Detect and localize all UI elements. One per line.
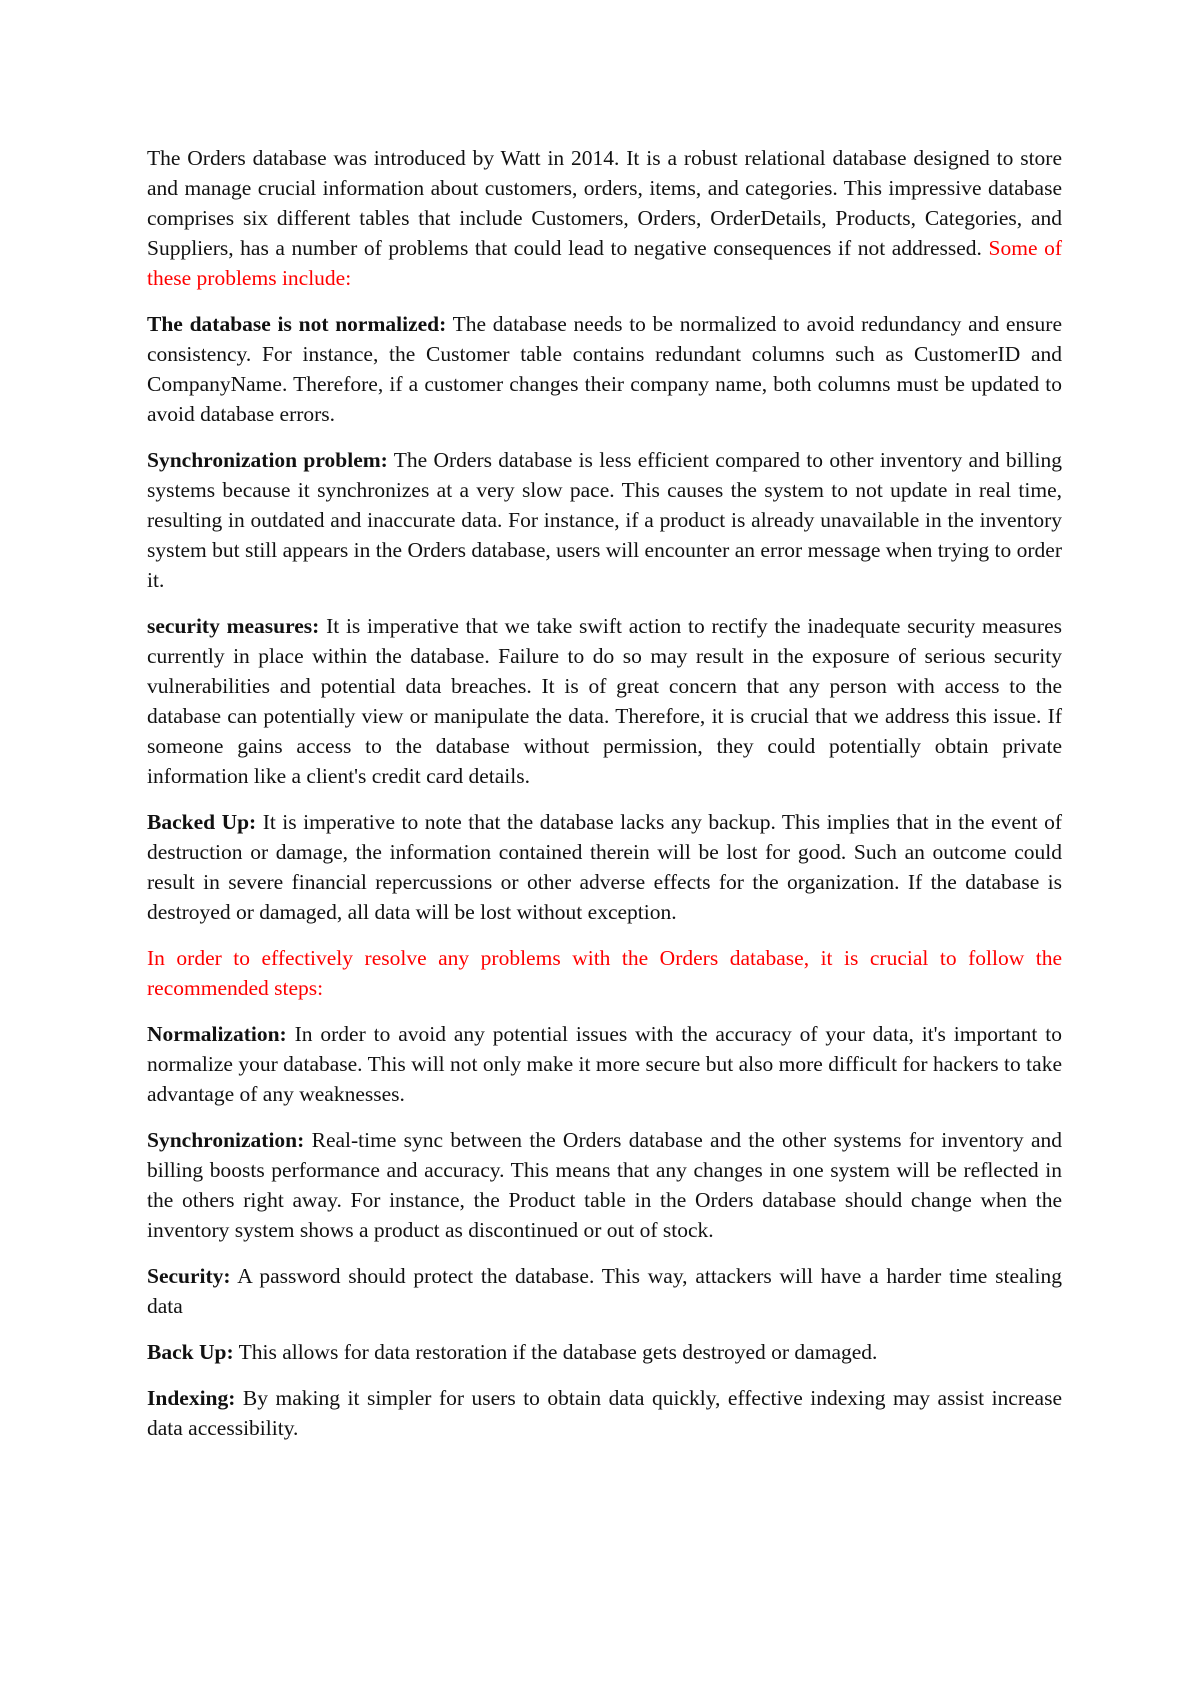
step-paragraph-security — [147, 1261, 1062, 1321]
step-text: Real-time sync between the Orders database and the other systems for inventory and billing boosts performance and accuracy. This means that any changes in one system will be reflected in the others right away. For instance, the Product table in the Orders database should change when the inventory system shows a product as discontinued or out of stock. — [147, 1128, 1062, 1242]
step-label: Synchronization: — [147, 1128, 305, 1152]
intro-highlight: Some of these problems include: — [147, 236, 1063, 290]
problem-text: The database needs to be normalized to avoid redundancy and ensure consistency. For instance, the Customer table contains redundant columns such as CustomerID and CompanyName. Therefore, if a customer changes their company name, both columns must be updated to avoid database errors. — [147, 312, 1062, 426]
step-text: A password should protect the database. This way, attackers will have a harder time stealing data — [147, 1264, 1062, 1318]
intro-paragraph — [147, 143, 1062, 293]
problem-text: It is imperative to note that the database lacks any backup. This implies that in the event of destruction or damage, the information contained therein will be lost for good. Such an outcome could result in severe financial repercussions or other adverse effects for the organization. If the database is destroyed or damaged, all data will be lost without exception. — [147, 810, 1062, 924]
problem-label: security measures: — [147, 614, 320, 638]
step-text: In order to avoid any potential issues with the accuracy of your data, it's important to normalize your database. This will not only make it more secure but also more difficult for hackers to take advantage of any weaknesses. — [147, 1022, 1062, 1106]
problem-label: The database is not normalized: — [147, 312, 447, 336]
step-label: Security: — [147, 1264, 231, 1288]
step-paragraph-normalization — [147, 1019, 1062, 1109]
step-paragraph-indexing — [147, 1383, 1062, 1443]
problem-paragraph-backup — [147, 807, 1062, 927]
step-text: This allows for data restoration if the database gets destroyed or damaged. — [233, 1340, 878, 1364]
step-label: Indexing: — [147, 1386, 236, 1410]
problem-paragraph-synchronization — [147, 445, 1062, 595]
problem-label: Backed Up: — [147, 810, 257, 834]
step-label: Back Up: — [147, 1340, 234, 1364]
problem-label: Synchronization problem: — [147, 448, 388, 472]
intro-text: The Orders database was introduced by Watt in 2014. It is a robust relational database designed to store and manage crucial information about customers, orders, items, and categories. This impressive database comprises six different tables that include Customers, Orders, OrderDetails, Products, Categories, and Suppliers, has a number of problems that could lead to negative consequences if not addressed. — [147, 146, 1062, 260]
steps-intro-paragraph: In order to effectively resolve any problems with the Orders database, it is crucial to follow the recommended steps: — [147, 946, 1062, 1000]
problem-paragraph-security — [147, 611, 1062, 791]
problem-paragraph-normalization — [147, 309, 1062, 429]
step-text: By making it simpler for users to obtain data quickly, effective indexing may assist increase data accessibility. — [147, 1386, 1062, 1440]
problem-text: It is imperative that we take swift action to rectify the inadequate security measures currently in place within the database. Failure to do so may result in the exposure of serious security vulnerabilities and potential data breaches. It is of great concern that any person with access to the database can potentially view or manipulate the data. Therefore, it is crucial that we address this issue. If someone gains access to the database without permission, they could potentially obtain private information like a client's credit card details. — [147, 614, 1062, 788]
document-body — [147, 143, 1062, 1459]
step-label: Normalization: — [147, 1022, 287, 1046]
problem-text: The Orders database is less efficient compared to other inventory and billing systems because it synchronizes at a very slow pace. This causes the system to not update in real time, resulting in outdated and inaccurate data. For instance, if a product is already unavailable in the inventory system but still appears in the Orders database, users will encounter an error message when trying to order it. — [147, 448, 1062, 592]
step-paragraph-backup — [147, 1337, 1062, 1367]
step-paragraph-synchronization — [147, 1125, 1062, 1245]
